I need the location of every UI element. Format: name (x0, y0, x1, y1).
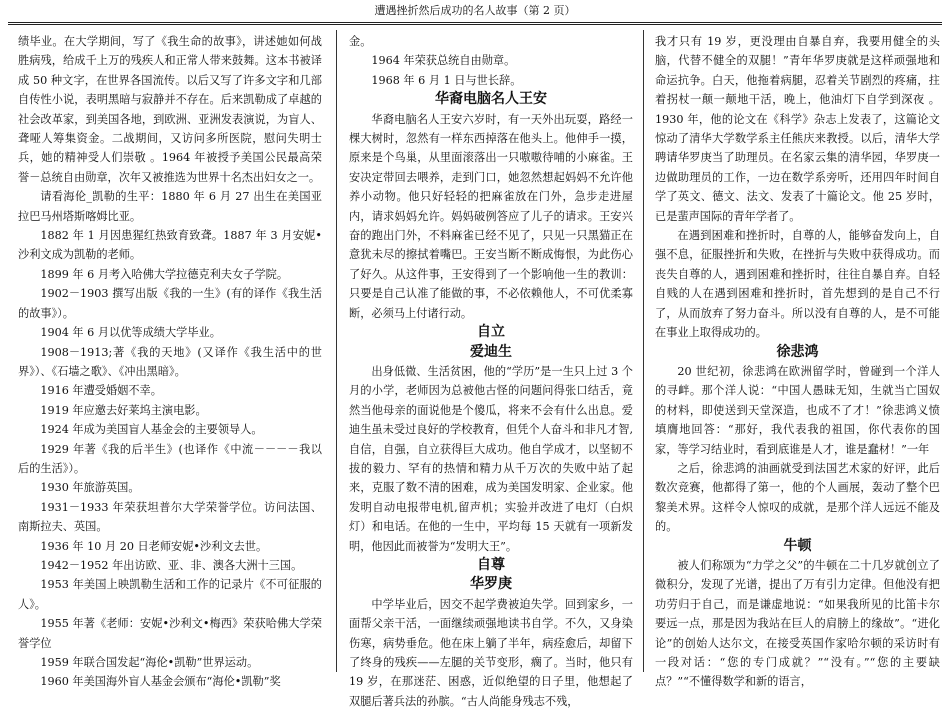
paragraph: 被人们称颂为“力学之父”的牛顿在二十几岁就创立了微积分，发现了光谱，提出了万有引力定律。但他没有把功劳归于自己，而是谦虚地说：“如果我所见的比笛卡尔要远一点，那是因为我站在巨人的肩膀上的缘故”。“进化论”的创始人达尔文，在接受英国作家哈尔顿的采访时有一段对话：“您的专门成就？”“没有。”“您的主要缺点？”“不懂得数学和新的语言， (655, 558, 940, 689)
section-heading: 华罗庚 (470, 576, 512, 593)
paragraph: 1908－1913;著《我的天地》(又译作《我生活中的世界》）、《石墙之歌》、《冲出黑暗》。 (18, 345, 322, 378)
paragraph: 1919 年应邀去好莱坞主演电影。 (40, 403, 207, 417)
section-heading: 自尊 (477, 556, 505, 573)
column-2 (349, 32, 633, 708)
paragraph: 金。 (349, 35, 372, 48)
paragraph: 1942－1952 年出访欧、亚、非、澳各大洲十三国。 (40, 558, 303, 572)
paragraph: 1882 年 1 月因患猩红热致育致聋。1887 年 3 月安妮•沙利文成为凯勒的老师。 (18, 229, 322, 262)
paragraph: 1902－1903 撰写出版《我的一生》(有的译作《我生活的故事》）。 (18, 287, 322, 320)
column-3 (655, 32, 940, 689)
paragraph: 华裔电脑名人王安六岁时，有一天外出玩耍，路经一棵大树时，忽然有一样东西掉落在他头上。他伸手一摸，原来是个鸟巢，从里面滚落出一只嗷嗷待哺的小麻雀。王安决定带回去喂养，走到门口，她忽然想起妈妈不允许他养小动物。他只好轻轻的把麻雀放在门外，急步走进屋内，请求妈妈允许。妈妈破例答应了儿子的请求。王安兴奋的跑出门外，不料麻雀已经不见了，只见一只黑猫正在意犹未尽的擦拭着嘴巴。王安当断不断成悔恨，为此伤心了好久。从这件事，王安得到了一个影响他一生的教训：只要是自己认准了能做的事，不必依赖他人，不可优柔寡断，必须马上付诸行动。 (349, 112, 633, 320)
paragraph: 1929 年著《我的后半生》(也译作《中流－－－－我以后的生活》）。 (18, 442, 322, 475)
column-1 (18, 32, 322, 689)
paragraph: 出身低微、生活贫困，他的“学历”是一生只上过 3 个月的小学，老师因为总被他古怪的问题问得张口结舌，竟然当他母亲的面说他是个傻瓜，将来不会有什么出息。爱迪生虽未受过良好的学校教育，但凭个人奋斗和非凡才智,自信，自强，自立获得巨大成功。他自学成才，以坚韧不拔的毅力、罕有的热情和精力从千万次的失败中站了起来，克服了数不清的困难，成为美国发明家、企业家。他发明自动电报带电机,留声机；实验并改进了电灯（白炽灯）和电话。在他的一生中，平均每 15 天就有一项新发明，他因此而被誉为“发明大王”。 (349, 364, 633, 553)
header-rule (8, 22, 942, 25)
section-heading: 牛顿 (783, 537, 812, 554)
paragraph: 请看海伦_凯勒的生平：1880 年 6 月 27 出生在美国亚拉巴马州塔斯喀姆比亚。 (18, 190, 322, 223)
paragraph: 1930 年旅游英国。 (40, 481, 140, 495)
paragraph: 1931－1933 年荣获坦普尔大学荣誉学位。访问法国、南斯拉夫、英国。 (18, 500, 322, 534)
paragraph: 中学毕业后，因交不起学费被迫失学。回到家乡，一面帮父亲干活，一面继续顽强地读书自学。不久，又身染伤寒，病势垂危。他在床上躺了半年，病痊愈后，却留下了终身的残疾——左腿的关节变形，瘸了。当时，他只有 19 岁，在那迷茫、困惑，近似绝望的日子里，他想起了双腿后著兵法的孙膑。“古人尚能身残志不残， (349, 597, 633, 708)
paragraph: 1955 年著《老师：安妮•沙利文•梅西》荣获哈佛大学荣誉学位 (18, 617, 322, 650)
section-heading: 自立 (477, 324, 505, 341)
column-divider-1 (336, 30, 337, 672)
paragraph: 在遇到困难和挫折时，自尊的人，能够奋发向上，自强不息，征服挫折和失败，在挫折与失败中获得成功。而丧失自尊的人，遇到困难和挫折时，往往自暴自弃。自轻自贱的人在遇到困难和挫折时，首先想到的是自己不行了，从而放弃了努力奋斗。所以没有自尊的人，是不可能在事业上取得成功的。 (655, 229, 940, 340)
paragraph: 1936 年 10 月 20 日老师安妮•沙利文去世。 (40, 539, 268, 553)
column-divider-2 (643, 30, 644, 672)
section-heading: 爱迪生 (470, 343, 512, 360)
paragraph: 1953 年美国上映凯勒生活和工作的记录片《不可征服的人》。 (18, 578, 322, 611)
paragraph: 1899 年 6 月考入哈佛大学拉德克利夫女子学院。 (40, 267, 289, 281)
paragraph: 1924 年成为美国盲人基金会的主要领导人。 (40, 423, 263, 437)
page-title: 遭遇挫折然后成功的名人故事（第 2 页） (374, 4, 576, 17)
page-header (0, 0, 950, 22)
paragraph: 我才只有 19 岁，更没理由自暴自弃，我要用健全的头脑，代替不健全的双腿！”青年华罗庚就是这样顽强地和命运抗争。白天，他拖着病腿，忍着关节剧烈的疼痛，拄着拐杖一颠一颠地干活，晚上，他油灯下自学到深夜 。1930 年，他的论文在《科学》杂志上发表了，这篇论文惊动了清华大学数学系主任熊庆来教授。以后，清华大学聘请华罗庚当了助理员。在名家云集的清华园，华罗庚一边做助理员的工作，一边在数学系旁听，还用四年时间自学了英文、德文、法文、发表了十篇论文。他 25 岁时，已是蜚声国际的青年学者了。 (655, 35, 940, 223)
section-heading: 华裔电脑名人王安 (435, 91, 547, 108)
paragraph: 1916 年遭受婚姻不幸。 (40, 384, 162, 398)
paragraph: 1968 年 6 月 1 日与世长辞。 (371, 73, 522, 87)
paragraph: 绩毕业。在大学期间，写了《我生命的故事》，讲述她如何战胜病残，给成千上万的残疾人和正常人带来鼓舞。这本书被译成 50 种文字，在世界各国流传。以后又写了许多文字和几部自传性小说，表明黑暗与寂静并不存在。后来凯勒成了卓越的社会改革家，到美国各地，到欧洲、亚洲发表演说，为盲人、聋哑人筹集资金。二战期间，又访问多所医院，慰问失明士兵，她的精神受人们崇敬 。1964 年被授予美国公民最高荣誉－总统自由勋章，次年又被推选为世界十名杰出妇女之一。 (18, 35, 322, 184)
paragraph: 之后，徐悲鸿的油画就受到法国艺术家的好评，此后数次竞赛，他都得了第一，他的个人画展，轰动了整个巴黎美术界。这样令人惊叹的成就，是那个洋人远远不能及的。 (655, 461, 940, 534)
paragraph: 1904 年 6 月以优等成绩大学毕业。 (40, 326, 221, 340)
paragraph: 20 世纪初，徐悲鸿在欧洲留学时，曾碰到一个洋人的寻衅。那个洋人说：“中国人愚昧无知，生就当亡国奴的材料，即使送到天堂深造，也成不了才！”徐悲鸿义愤填膺地回答：“那好，我代表我的祖国，你代表你的国家，等学习结业时，看到底谁是人才，谁是蠢材！”一年 (655, 364, 940, 456)
paragraph: 1959 年联合国发起“海伦•凯勒”世界运动。 (40, 656, 259, 669)
section-heading: 徐悲鸿 (776, 343, 819, 360)
paragraph: 1960 年美国海外盲人基金会颁布“海伦•凯勒”奖 (40, 675, 281, 689)
paragraph: 1964 年荣获总统自由勋章。 (371, 54, 516, 68)
